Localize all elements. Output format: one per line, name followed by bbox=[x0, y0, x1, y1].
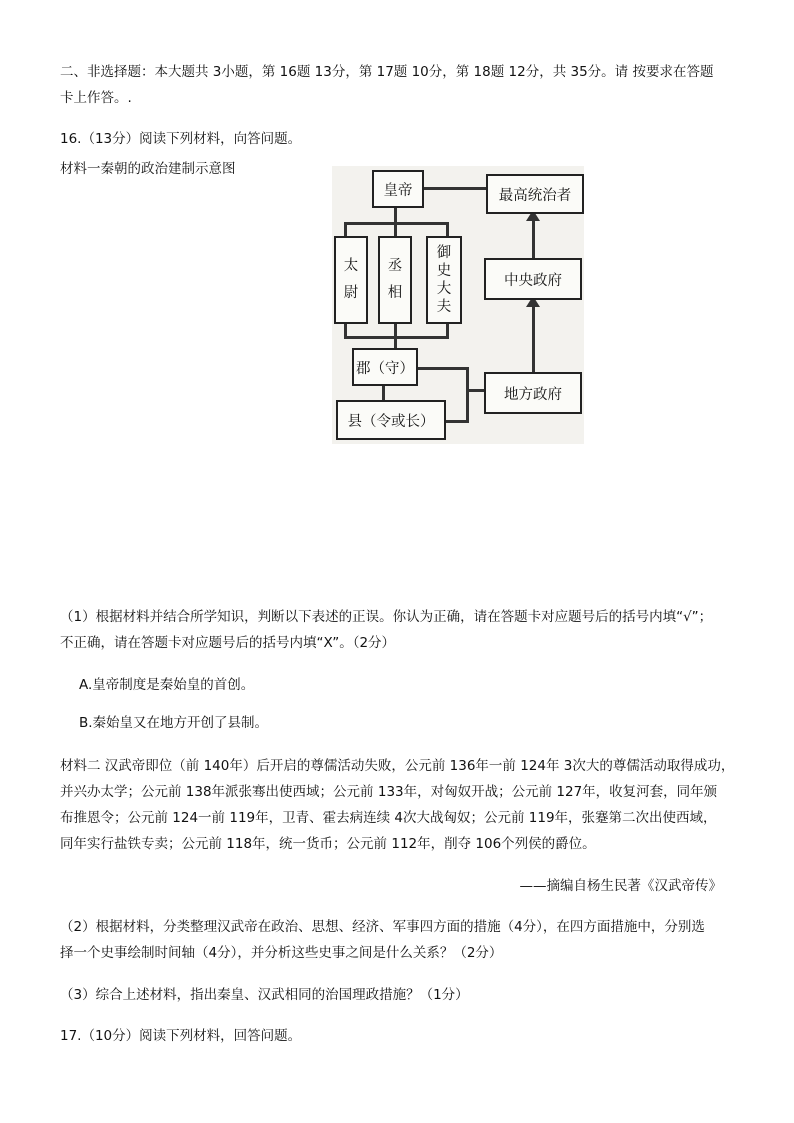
yushi-char-4: 夫 bbox=[436, 299, 452, 315]
connector-jun-xian bbox=[382, 386, 385, 401]
emperor-box: 皇帝 bbox=[372, 170, 424, 208]
chengxiang-char-2: 相 bbox=[387, 285, 403, 301]
yushi-char-3: 大 bbox=[436, 281, 452, 297]
material2-line4: 同年实行盐铁专卖；公元前 118年，统一货币；公元前 112年，削夺 106个列侯的爵位。 bbox=[60, 836, 596, 852]
taiwei-char-2: 尉 bbox=[343, 285, 359, 301]
jun-box: 郡（守） bbox=[352, 348, 418, 386]
connector-right-vertical bbox=[466, 367, 469, 422]
section-title-line2: 卡上作答。. bbox=[60, 90, 132, 106]
arrow-local-to-central bbox=[532, 304, 535, 374]
sub-question-2-line1: （2）根据材料，分类整理汉武帝在政治、思想、经济、军事四方面的措施（4分），在四方面措施中，分别选 bbox=[60, 919, 705, 935]
section-title-line1: 二、非选择题：本大题共 3小题，第 16题 13分，第 17题 10分，第 18题 12分，共 35分。请 按要求在答题 bbox=[60, 64, 714, 80]
material2-source: ——摘编自杨生民著《汉武帝传》 bbox=[519, 878, 722, 894]
chengxiang-char-1: 丞 bbox=[387, 258, 403, 274]
option-b: B.秦始皇又在地方开创了县制。 bbox=[79, 715, 269, 731]
connector-to-jun bbox=[394, 322, 397, 350]
connector-to-local bbox=[466, 389, 486, 392]
q17-header: 17.（10分）阅读下列材料，回答问题。 bbox=[60, 1028, 302, 1044]
supreme-ruler-box: 最高统治者 bbox=[486, 174, 584, 214]
central-government-box: 中央政府 bbox=[484, 258, 582, 300]
q16-header: 16.（13分）阅读下列材料，向答问题。 bbox=[60, 131, 302, 147]
yushi-char-2: 史 bbox=[436, 263, 452, 279]
material1-label: 材料一秦朝的政治建制示意图 bbox=[60, 161, 236, 177]
arrow-central-to-supreme bbox=[532, 218, 535, 258]
option-a: A.皇帝制度是秦始皇的首创。 bbox=[79, 677, 255, 693]
yushi-char-1: 御 bbox=[436, 245, 452, 261]
sub-question-1-line2: 不正确，请在答题卡对应题号后的括号内填“X”。（2分） bbox=[60, 635, 396, 651]
xian-box: 县（令或长） bbox=[336, 400, 446, 440]
yushi-dafu-box bbox=[426, 236, 462, 324]
material2-line3: 布推恩令；公元前 124一前 119年，卫青、霍去病连续 4次大战匈奴；公元前 119年，张蹇第二次出使西域， bbox=[60, 810, 717, 826]
local-government-box: 地方政府 bbox=[484, 372, 582, 414]
connector-emperor-supreme bbox=[424, 187, 488, 190]
taiwei-box bbox=[334, 236, 368, 324]
connector-xian-right bbox=[446, 420, 469, 423]
qin-political-structure-diagram bbox=[332, 166, 584, 444]
sub-question-1-line1: （1）根据材料并结合所学知识，判断以下表述的正误。你认为正确，请在答题卡对应题号后的括号内填“√”； bbox=[60, 609, 713, 625]
sub-question-3: （3）综合上述材料，指出秦皇、汉武相同的治国理政措施？（1分） bbox=[60, 987, 469, 1003]
chengxiang-box bbox=[378, 236, 412, 324]
taiwei-char-1: 太 bbox=[343, 258, 359, 274]
sub-question-2-line2: 择一个史事绘制时间轴（4分），并分析这些史事之间是什么关系？（2分） bbox=[60, 945, 503, 961]
material2-line2: 并兴办太学；公元前 138年派张骞出使西域；公元前 133年，对匈奴开战；公元前 127年，收复河套，同年颁 bbox=[60, 784, 718, 800]
connector-jun-right bbox=[418, 367, 468, 370]
material2-line1: 材料二 汉武帝即位（前 140年）后开启的尊儒活动失败，公元前 136年一前 124年 3次大的尊儒活动取得成功， bbox=[60, 758, 735, 774]
